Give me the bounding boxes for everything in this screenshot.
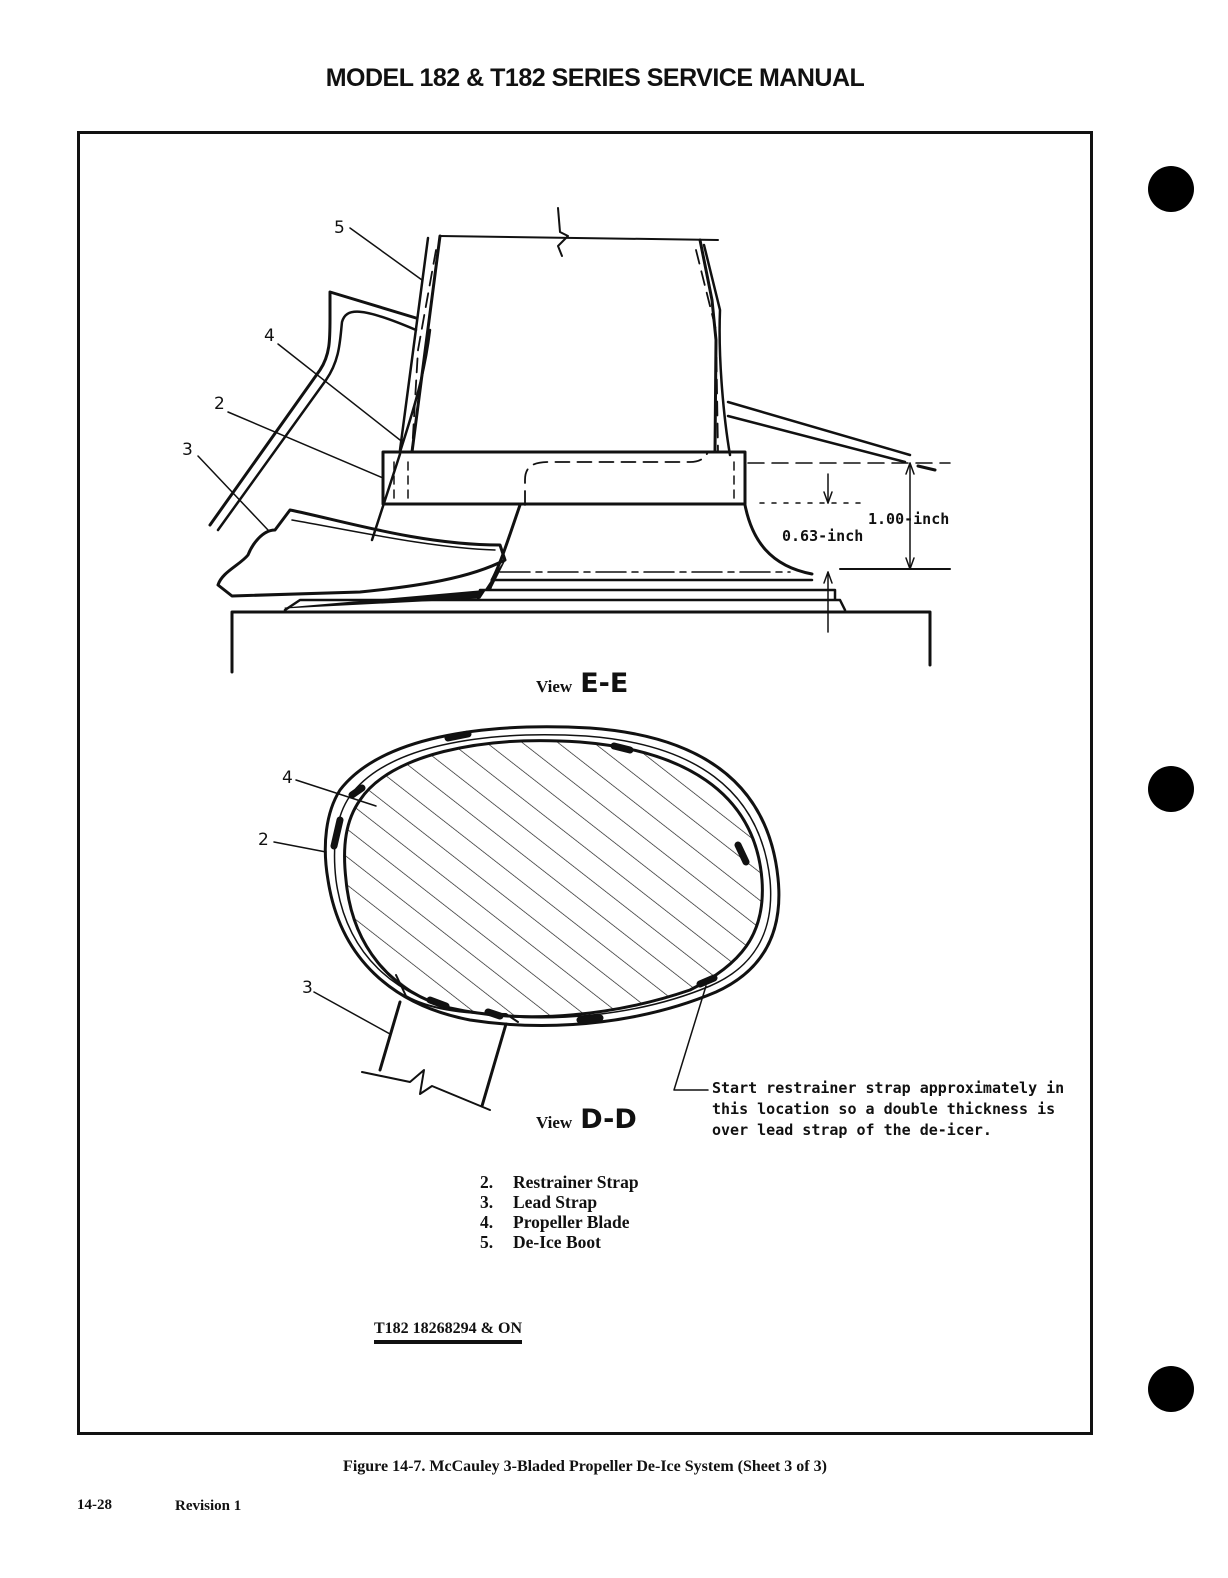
callout-2: 2: [214, 394, 225, 414]
view-ee-letters: E-E: [580, 668, 629, 699]
leader-dd-2: [274, 842, 326, 852]
legend-item: 3. Lead Strap: [480, 1192, 598, 1212]
page-title: MODEL 182 & T182 SERIES SERVICE MANUAL: [325, 64, 865, 92]
callout-3: 3: [182, 440, 193, 460]
revision-label: Revision 1: [175, 1498, 242, 1514]
view-ee-label: [536, 668, 628, 699]
dimension-outer: 1.00-inch: [868, 510, 950, 528]
figure-caption: Figure 14-7. McCauley 3-Bladed Propeller De-Ice System (Sheet 3 of 3): [343, 1458, 827, 1475]
spinner-skin-right: [728, 402, 910, 462]
break-symbol-dd: [362, 1070, 490, 1110]
view-dd-prefix: View: [536, 1113, 573, 1132]
spinner-tab: [918, 466, 935, 470]
installation-note: Start restrainer strap approximately in this location so a double thickness is over lead strap of the de-icer.: [712, 1079, 1065, 1139]
callout-dd-4: 4: [282, 768, 293, 788]
break-symbol: [558, 208, 568, 256]
view-dd-letters: D-D: [580, 1104, 637, 1135]
callout-dd-2: 2: [258, 830, 269, 850]
parts-legend: [480, 1172, 639, 1252]
blade-top-line: [440, 236, 718, 240]
page-number: 14-28: [77, 1497, 112, 1513]
view-dd-drawing: [274, 727, 779, 1110]
effectivity-label: T182 18268294 & ON: [374, 1320, 522, 1344]
leader-5: [350, 228, 422, 280]
view-dd-label: [536, 1104, 637, 1135]
legend-item: 5. De-Ice Boot: [480, 1232, 601, 1252]
spinner-skin-left-low: [372, 454, 400, 540]
strap-dashes: [394, 462, 734, 500]
leader-3: [198, 456, 268, 530]
base-plates: [285, 580, 845, 610]
view-ee-drawing: [198, 208, 950, 672]
lead-strap-dashed: [525, 452, 708, 505]
view-ee-prefix: View: [536, 677, 573, 696]
blade-shank-right: [700, 240, 716, 452]
legend-item: 2. Restrainer Strap: [480, 1172, 639, 1192]
blade-shank-left: [412, 236, 440, 452]
spinner-base: [232, 612, 930, 672]
spinner-skin-left: [210, 292, 416, 525]
callout-dd-3: 3: [302, 978, 313, 998]
leader-4: [278, 344, 400, 440]
lead-strap-shoe-inner: [292, 520, 495, 550]
hub-flare: [492, 505, 812, 580]
callout-4: 4: [264, 326, 275, 346]
blade-section-hatch: [345, 741, 763, 1017]
leader-dd-3: [314, 992, 390, 1034]
restrainer-strap-band: [383, 452, 745, 504]
legend-item: 4. Propeller Blade: [480, 1212, 630, 1232]
dimension-inner: 0.63-inch: [782, 527, 864, 545]
callout-5: 5: [334, 218, 345, 238]
